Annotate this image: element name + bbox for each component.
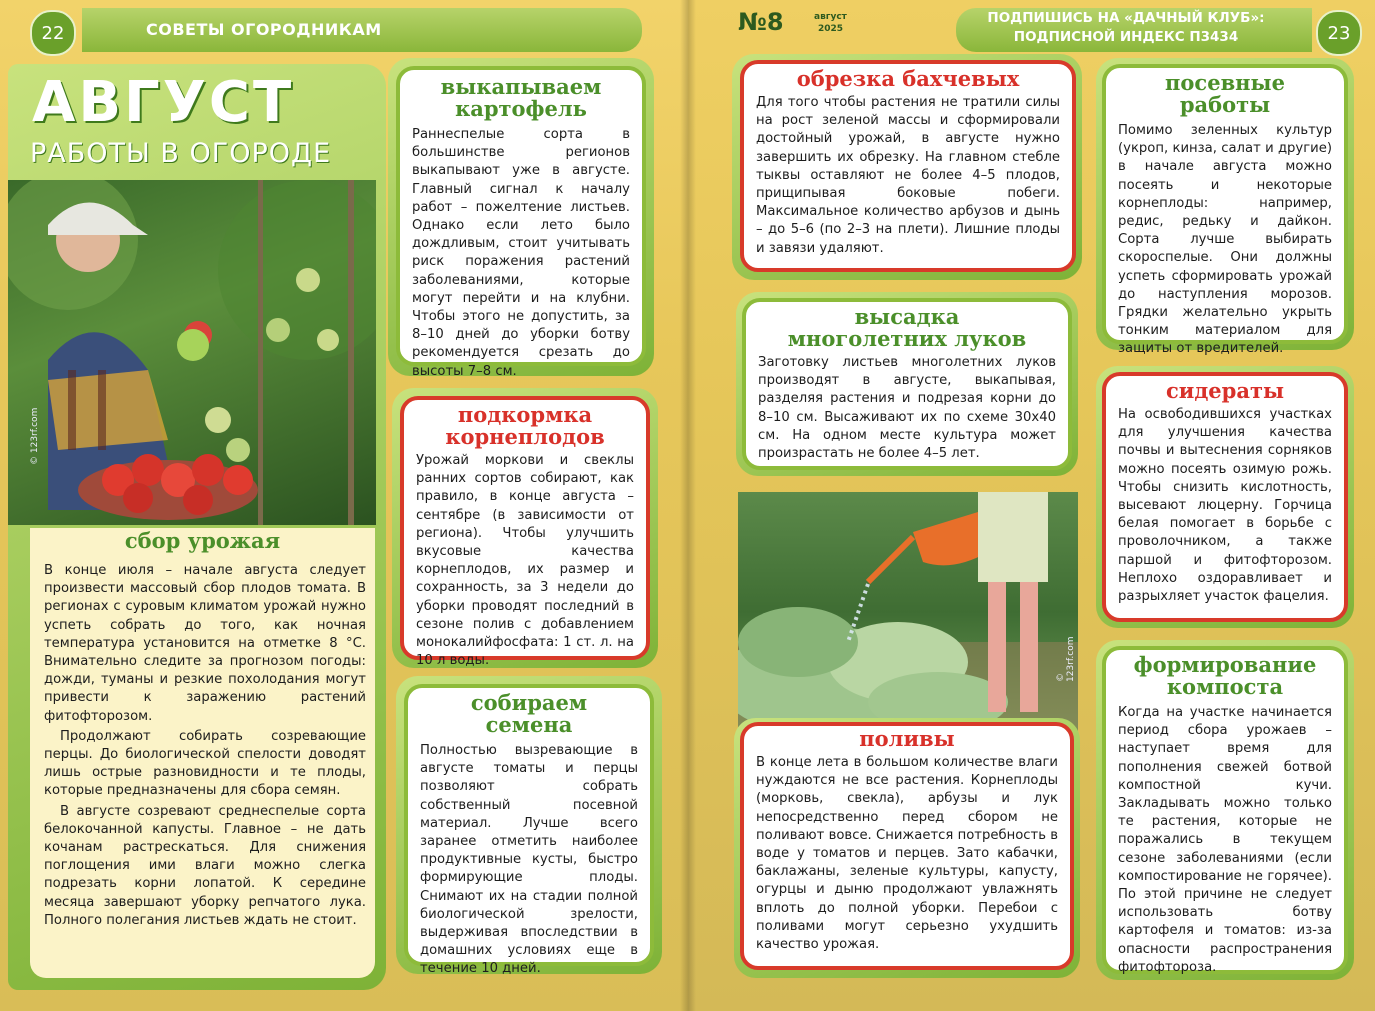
issue-year: 2025 (818, 24, 844, 34)
onions-title-2: многолетних луков (787, 326, 1027, 351)
watering-title: поливы (859, 726, 955, 751)
compost-title-2: компоста (1166, 674, 1284, 699)
compost-title-1: формирование (1133, 652, 1317, 677)
gardener-photo-illustration (8, 180, 376, 525)
seeds-title-2: семена (485, 712, 573, 737)
roots-card (400, 396, 650, 669)
sowing-body: Помимо зеленных культур (укроп, кинза, салат и другие) в начале августа можно посеять и некоторые корнеплоды: например, редис, редьку и дайкон. Сорта лучше выбирать скороспелые. Они должны успеть сформировать урожай до наступления морозов. Грядки желательно укрыть тонким материалом для защиты от вредителей. (1118, 123, 1332, 357)
watering-photo (738, 492, 1078, 732)
onions-body: Заготовку листьев многолетних луков производят в августе, выкапывая, разделяя растения и подрезая корни до 8–10 см. Высаживают их по схеме 30х40 см. На одном месте культура может произрастать не более 4–5 лет. (758, 355, 1056, 462)
seeds-title-1: собираем (470, 690, 588, 715)
page-number-right: 23 (1316, 10, 1362, 56)
potato-card (396, 66, 646, 379)
subscribe-bar (956, 8, 1312, 52)
harvest-paragraph-3: В августе созревают среднеспелые сорта белокочанной капусты. Главное – не дать кочанам растрескаться. Для снижения поглощения ими влаги можно слегка подрезать корни лопатой. К середине месяца завершают уборку репчатого лука. Полного полегания листьев ждать не стоит. (44, 803, 366, 928)
potato-body: Раннеспелые сорта в большинстве регионов выкапывают уже в августе. Главный сигнал к началу работ – пожелтение листьев. Однако если лето было дождливым, стоит учитывать риск поражения растений заболеваниями, которые могут перейти и на клубни. Чтобы этого не допустить, за 8–10 дней до уборки ботву рекомендуется срезать до высоты 7–8 см. (412, 127, 630, 379)
melons-body: Для того чтобы растения не тратили силы на рост зеленой массы и сформировали достойный урожай, в августе нужно завершить их обрезку. На главном стебле тыквы оставляют не более 4–5 плодов, прищипывая боковые побеги. Максимальное количество арбузов и дынь – до 5–6 (по 2–3 на плети). Лишние плоды и завязи удаляют. (756, 95, 1060, 256)
seeds-body: Полностью вызревающие в августе томаты и перцы позволяют собрать собственный посевной материал. Лучше всего заранее отметить наиболее продуктивные кусты, быстро формирующие плоды. Снимают их на стадии полной биологической зрелости, выдерживая впоследствии в домашних условиях еще в течение 10 дней. (420, 743, 638, 977)
page-spine (680, 0, 696, 1011)
subscribe-line-1: ПОДПИШИСЬ НА «ДАЧНЫЙ КЛУБ»: (987, 10, 1265, 26)
sowing-card (1102, 64, 1348, 357)
issue-number: №8 (738, 8, 784, 36)
watering-body: В конце лета в большом количестве влаги нуждаются не все растения. Корнеплоды (морковь, свекла), арбузы и лук непосредственно перед сбором не поливают вовсе. Снижается потребность в воде у томатов и перцев. Зато кабачки, баклажаны, зеленые культуры, капусту, огурцы и дыню продолжают увлажнять вплоть до полной уборки. Перебои с поливами могут серьезно ухудшить качество урожая. (756, 755, 1058, 953)
photo-credit-right: © 123rf.com (1056, 636, 1076, 682)
compost-body: Когда на участке начинается период сбора урожаев – наступает время для пополнения свежей ботвой компостной кучи. Закладывать можно только те растения, которые не поражались в текущем сезоне заболеваниями (если компостирование не горячее). По этой причине не следует использовать ботву картофеля и томатов: из-за опасности распространения фитофтороза. (1118, 705, 1332, 975)
potato-title-1: выкапываем (440, 74, 602, 99)
compost-card (1102, 646, 1348, 974)
hero-subtitle: РАБОТЫ В ОГОРОДЕ (30, 138, 332, 169)
watering-card (740, 722, 1074, 970)
sowing-title-1: посевные (1165, 70, 1285, 95)
section-header: СОВЕТЫ ОГОРОДНИКАМ (146, 20, 382, 39)
section-header-bar (82, 8, 642, 52)
roots-title-2: корнеплодов (445, 424, 605, 449)
melons-card (740, 60, 1076, 272)
gardener-photo (8, 180, 376, 525)
subscribe-line-2: ПОДПИСНОЙ ИНДЕКС П3434 (1013, 29, 1239, 45)
harvest-paragraph-1: В конце июля – начале августа следует произвести массовый сбор плодов томата. В регионах с суровым климатом урожай нужно успеть собрать до того, как ночная температура установится на отметке 8 °С. Внимательно следите за прогнозом погоды: дожди, туманы и резкие похолодания могут привести к заражению растений фитофторозом. (44, 563, 366, 724)
siderates-card (1102, 372, 1348, 622)
photo-credit-left: © 123rf.com (30, 407, 40, 465)
page-number-left: 22 (30, 10, 76, 56)
roots-body: Урожай моркови и свеклы ранних сортов собирают, как правило, в конце августа – сентябре (в зависимости от региона). Чтобы улучшить вкусовые качества корнеплодов, их размер и сохранность, за 3 недели до уборки проводят последний в сезоне полив с добавлением монокалийфосфата: 1 ст. л. на 10 л воды. (416, 453, 634, 669)
hero-title: АВГУСТ (32, 70, 295, 135)
harvest-paragraph-2: Продолжают собирать созревающие перцы. До биологической спелости доводят лишь острые разновидности и те плоды, которые предназначены для сбора семян. (44, 728, 366, 799)
siderates-title: сидераты (1165, 378, 1285, 403)
sowing-title-2: работы (1179, 92, 1271, 117)
right-page (688, 0, 1375, 1011)
onions-card (742, 298, 1072, 470)
seeds-card (404, 684, 654, 977)
harvest-title: сбор урожая (124, 528, 281, 553)
watering-photo-illustration (738, 492, 1078, 732)
onions-title-1: высадка (854, 304, 960, 329)
roots-title-1: подкормка (457, 402, 593, 427)
melons-title: обрезка бахчевых (796, 66, 1020, 91)
issue-month: август (814, 12, 847, 22)
siderates-body: На освободившихся участках для улучшения качества почвы и вытеснения сорняков можно посеять озимую рожь. Чтобы снизить кислотность, высевают люцерну. Горчица белая помогает в борьбе с проволочником, а также паршой и фитофторозом. Неплохо оздоравливает и разрыхляет участок фацелия. (1118, 407, 1332, 605)
harvest-section (30, 528, 375, 978)
potato-title-2: картофель (455, 96, 587, 121)
